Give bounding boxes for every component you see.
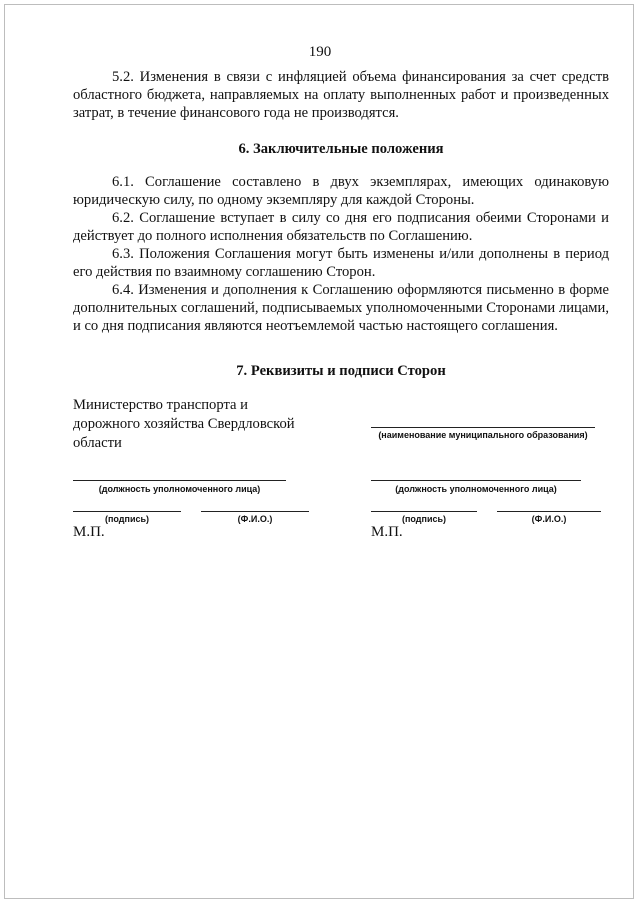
- left-org-line: области: [73, 435, 122, 451]
- right-signature-line: [371, 511, 477, 512]
- right-name-line: [497, 511, 601, 512]
- paragraph-6-3: 6.3. Положения Соглашения могут быть изменены и/или дополнены в период его действия по взаимному соглашению Сторон.: [73, 246, 609, 280]
- left-party-name: [73, 396, 343, 453]
- right-position-caption: (должность уполномоченного лица): [395, 484, 557, 494]
- paragraph-6-4: 6.4. Изменения и дополнения к Соглашению оформляются письменно в форме дополнительных соглашений, подписываемых уполномоченными Сторонами лицами, и со дня подписания являются неотъемлемой частью настоящего соглашения.: [73, 282, 609, 334]
- left-org-line: Министерство транспорта и: [73, 397, 248, 413]
- section-6-body: [73, 173, 609, 335]
- municipality-name-line: [371, 427, 595, 428]
- left-name-caption: (Ф.И.О.): [237, 514, 273, 524]
- left-org-line: дорожного хозяйства Свердловской: [73, 416, 295, 432]
- left-stamp-label: М.П.: [73, 524, 105, 540]
- left-signature-line: [73, 511, 181, 512]
- section-7-heading: 7. Реквизиты и подписи Сторон: [236, 363, 446, 379]
- left-name-line: [201, 511, 309, 512]
- left-position-caption: (должность уполномоченного лица): [98, 484, 261, 494]
- right-signature-caption: (подпись): [401, 514, 447, 524]
- page-number: 190: [308, 44, 332, 60]
- right-position-line: [371, 480, 581, 481]
- section-6-heading: 6. Заключительные положения: [238, 141, 444, 157]
- paragraph-6-1: 6.1. Соглашение составлено в двух экземплярах, имеющих одинаковую юридическую силу, по одному экземпляру для каждой Стороны.: [73, 174, 609, 208]
- intro-paragraph-block: [73, 68, 609, 122]
- municipality-name-caption: (наименование муниципального образования): [378, 430, 588, 440]
- left-position-line: [73, 480, 286, 481]
- left-signature-caption: (подпись): [104, 514, 150, 524]
- right-name-caption: (Ф.И.О.): [531, 514, 567, 524]
- paragraph-5-2: 5.2. Изменения в связи с инфляцией объема финансирования за счет средств областного бюджета, направляемых на оплату выполненных работ и произведенных затрат, в течение финансового года не производятся.: [73, 69, 609, 121]
- right-stamp-label: М.П.: [371, 524, 403, 540]
- paragraph-6-2: 6.2. Соглашение вступает в силу со дня его подписания обеими Сторонами и действует до полного исполнения обязательств по Соглашению.: [73, 210, 609, 244]
